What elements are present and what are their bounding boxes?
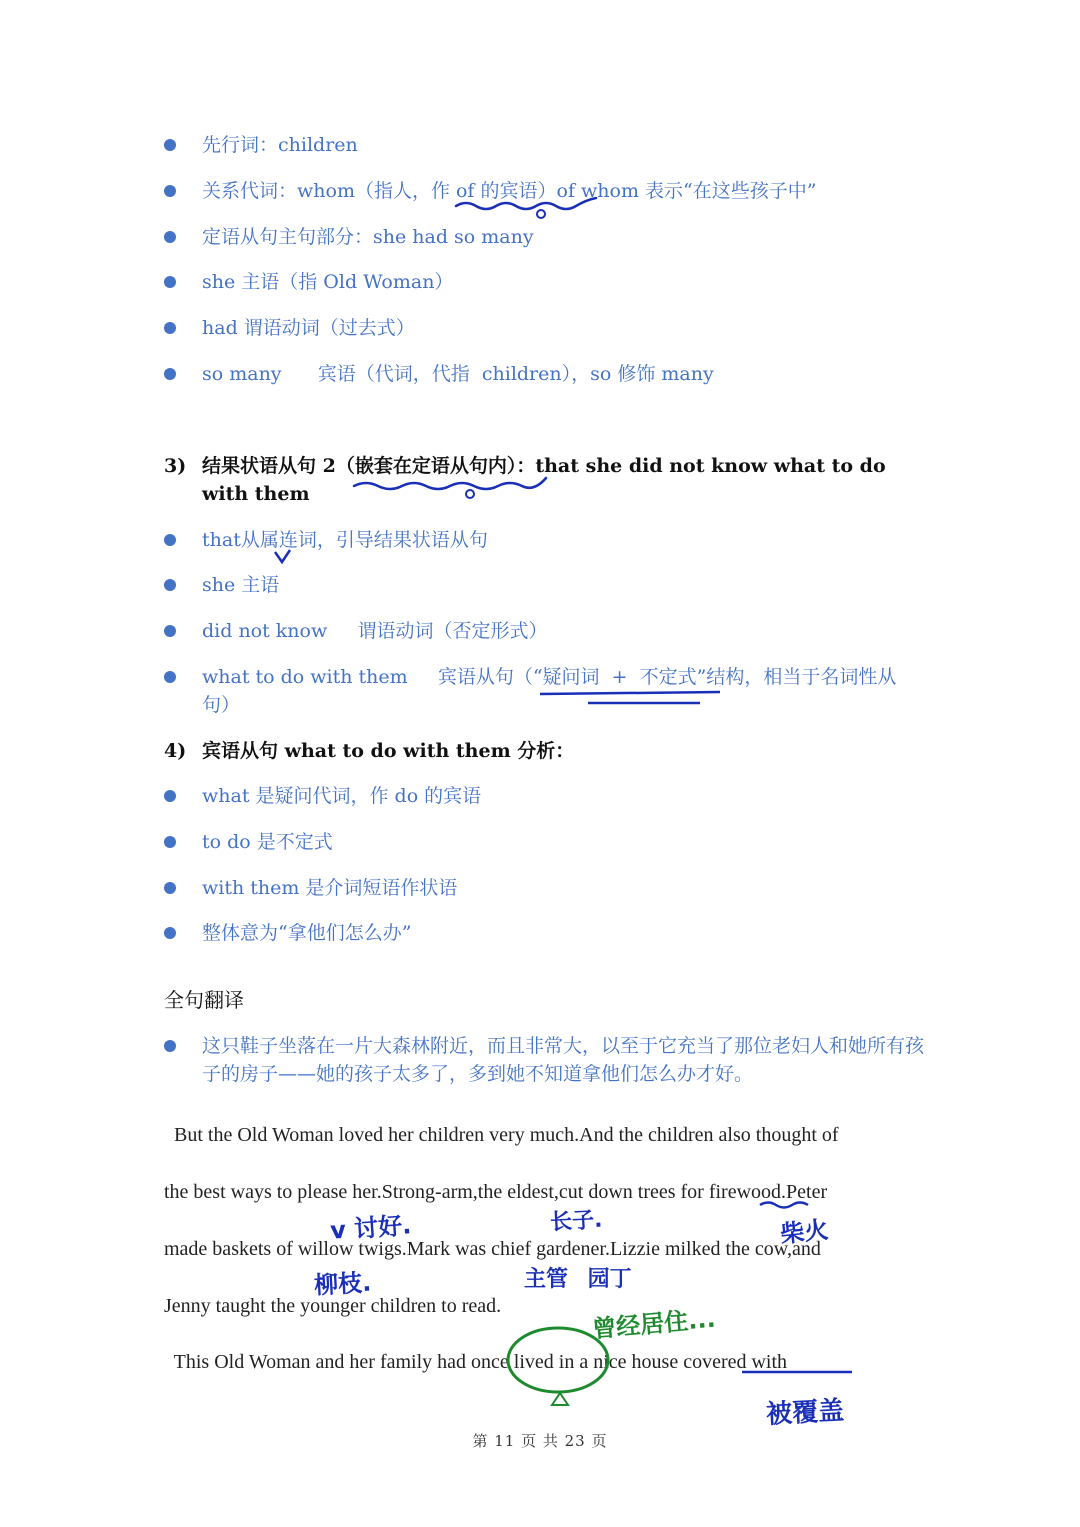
section-number: 4) <box>164 740 187 762</box>
bullet-dot <box>164 534 176 546</box>
bullet-dot <box>164 927 176 939</box>
passage-line: But the Old Woman loved her children very much.And the children also thought of <box>164 1124 839 1146</box>
bullet-text: that从属连词，引导结果状语从句 <box>202 529 488 551</box>
bullet-text: 定语从句主句部分：she had so many <box>202 226 534 248</box>
ink-dot-mark <box>537 210 545 218</box>
handwritten-note: 长子. <box>549 1207 604 1236</box>
section-title: 宾语从句 what to do with them 分析： <box>202 740 575 762</box>
page-footer: 第 11 页 共 23 页 <box>472 1432 608 1450</box>
bullet-text: what 是疑问代词，作 do 的宾语 <box>202 785 482 807</box>
bullet-text: so many 宾语（代词，代指 children），so 修饰 many <box>202 363 714 385</box>
bullet-text: what to do with them 宾语从句（“疑问词 + 不定式”结构，相当于名词性从句） <box>202 666 897 716</box>
handwritten-note: 柴火 <box>778 1215 830 1249</box>
bullet-dot <box>164 231 176 243</box>
passage-line: This Old Woman and her family had once lived in a nice house covered with <box>164 1351 788 1373</box>
translation-heading: 全句翻译 <box>164 988 244 1012</box>
bullet-text: she 主语 <box>202 574 280 596</box>
handwritten-note: 被覆盖 <box>765 1395 845 1431</box>
passage-line: the best ways to please her.Strong-arm,the eldest,cut down trees for firewood.Peter <box>164 1181 828 1203</box>
handwritten-note: 主管 园丁 <box>524 1267 632 1292</box>
handwritten-note: v 讨好. <box>329 1211 413 1245</box>
bullet-dot <box>164 790 176 802</box>
bullet-text: to do 是不定式 <box>202 831 333 853</box>
bullet-dot <box>164 671 176 683</box>
bullet-dot <box>164 625 176 637</box>
bullet-dot <box>164 139 176 151</box>
bullet-dot <box>164 836 176 848</box>
bullet-dot <box>164 1040 176 1052</box>
bullet-text: she 主语（指 Old Woman） <box>202 271 454 293</box>
bullet-dot <box>164 368 176 380</box>
bullet-text: 关系代词：whom（指人，作 of 的宾语）of whom 表示“在这些孩子中” <box>202 180 817 202</box>
bullet-dot <box>164 882 176 894</box>
passage-line: made baskets of willow twigs.Mark was chief gardener.Lizzie milked the cow,and <box>164 1238 821 1260</box>
translation-text: 这只鞋子坐落在一片大森林附近，而且非常大，以至于它充当了那位老妇人和她所有孩子的房子——她的孩子太多了，多到她不知道拿他们怎么办才好。 <box>202 1035 925 1085</box>
bullet-dot <box>164 322 176 334</box>
bullet-dot <box>164 276 176 288</box>
bullet-text: had 谓语动词（过去式） <box>202 317 415 339</box>
handwritten-note: 柳枝. <box>313 1268 372 1300</box>
bullet-text: 整体意为“拿他们怎么办” <box>202 922 412 944</box>
bullet-text: did not know 谓语动词（否定形式） <box>202 620 548 642</box>
section-title: 结果状语从句 2（嵌套在定语从句内）：that she did not know what to do with them <box>202 455 886 505</box>
ink-triangle-mark <box>552 1393 568 1405</box>
bullet-text: with them 是介词短语作状语 <box>202 877 458 899</box>
bullet-dot <box>164 185 176 197</box>
section-number: 3) <box>164 455 187 477</box>
bullet-dot <box>164 579 176 591</box>
bullet-text: 先行词：children <box>202 134 358 156</box>
passage-line: Jenny taught the younger children to read. <box>164 1295 502 1317</box>
handwritten-note: 曾经居住... <box>591 1304 717 1344</box>
